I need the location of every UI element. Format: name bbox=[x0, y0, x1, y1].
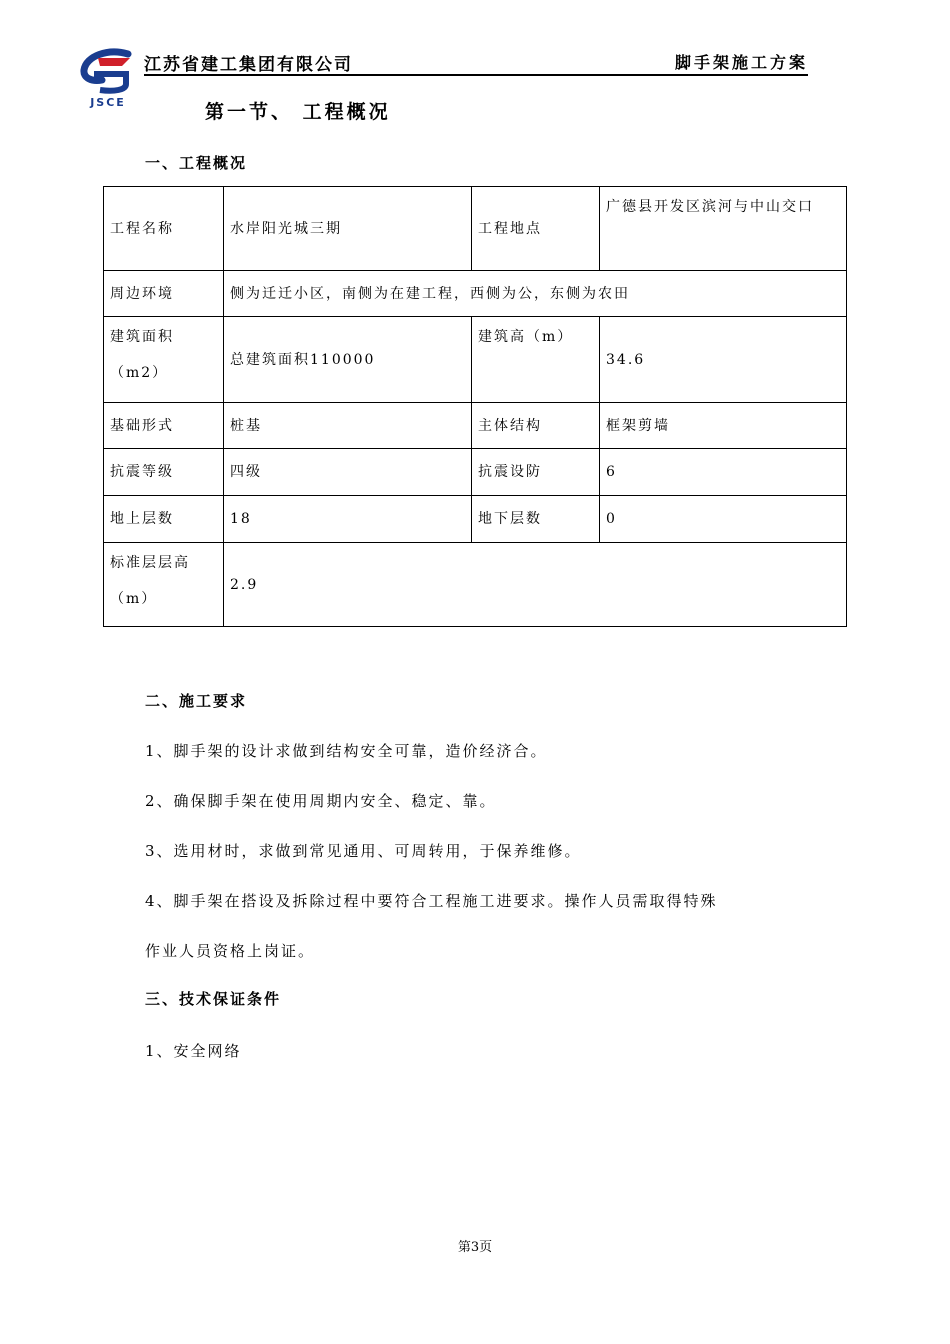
table-cell: 6 bbox=[600, 449, 847, 496]
table-row bbox=[104, 449, 847, 496]
company-logo-icon bbox=[78, 44, 138, 108]
guarantee-item: 1、安全网络 bbox=[145, 1042, 242, 1060]
table-cell: 主体结构 bbox=[472, 403, 600, 449]
table-cell: 基础形式 bbox=[104, 403, 224, 449]
document-title: 脚手架施工方案 bbox=[674, 53, 808, 72]
table-cell: 广德县开发区滨河与中山交口 bbox=[600, 187, 847, 271]
subsection-guarantee-title: 三、技术保证条件 bbox=[145, 990, 282, 1008]
requirement-item: 1、脚手架的设计求做到结构安全可靠，造价经济合。 bbox=[145, 742, 548, 760]
table-row bbox=[104, 187, 847, 271]
page-number: 第3页 bbox=[457, 1240, 493, 1255]
table-cell: 桩基 bbox=[224, 403, 472, 449]
logo-text: JSCE bbox=[90, 96, 126, 108]
table-cell: 抗震等级 bbox=[104, 449, 224, 496]
subsection-overview-title: 一、工程概况 bbox=[145, 154, 248, 172]
table-cell: 建筑面积（m2） bbox=[104, 317, 224, 403]
table-row bbox=[104, 496, 847, 543]
page-header bbox=[78, 44, 808, 108]
table-cell: 地下层数 bbox=[472, 496, 600, 543]
header-divider bbox=[144, 74, 808, 76]
table-row bbox=[104, 271, 847, 317]
table-cell: 地上层数 bbox=[104, 496, 224, 543]
requirement-item-continued: 作业人员资格上岗证。 bbox=[145, 942, 316, 960]
table-row bbox=[104, 543, 847, 627]
table-row bbox=[104, 317, 847, 403]
table-row bbox=[104, 403, 847, 449]
table-cell: 34.6 bbox=[600, 317, 847, 403]
table-cell: 侧为迁迁小区，南侧为在建工程，西侧为公，东侧为农田 bbox=[224, 271, 847, 317]
table-cell: 2.9 bbox=[224, 543, 847, 627]
requirement-item: 4、脚手架在搭设及拆除过程中要符合工程施工进要求。操作人员需取得特殊 bbox=[145, 892, 718, 910]
requirement-item: 3、选用材时，求做到常见通用、可周转用，于保养维修。 bbox=[145, 842, 582, 860]
table-cell: 总建筑面积110000 bbox=[224, 317, 472, 403]
table-cell: 0 bbox=[600, 496, 847, 543]
subsection-requirements-title: 二、施工要求 bbox=[145, 692, 248, 710]
section-title: 第一节、 工程概况 bbox=[205, 101, 391, 123]
company-name: 江苏省建工集团有限公司 bbox=[144, 55, 353, 75]
table-cell: 抗震设防 bbox=[472, 449, 600, 496]
requirement-item: 2、确保脚手架在使用周期内安全、稳定、靠。 bbox=[145, 792, 497, 810]
table-cell: 框架剪墙 bbox=[600, 403, 847, 449]
table-cell: 18 bbox=[224, 496, 472, 543]
table-cell: 四级 bbox=[224, 449, 472, 496]
table-cell: 水岸阳光城三期 bbox=[224, 187, 472, 271]
table-cell: 建筑高（m） bbox=[472, 317, 600, 403]
project-info-table bbox=[103, 186, 847, 627]
table-cell: 工程名称 bbox=[104, 187, 224, 271]
table-cell: 标准层层高（m） bbox=[104, 543, 224, 627]
table-cell: 周边环境 bbox=[104, 271, 224, 317]
table-cell: 工程地点 bbox=[472, 187, 600, 271]
